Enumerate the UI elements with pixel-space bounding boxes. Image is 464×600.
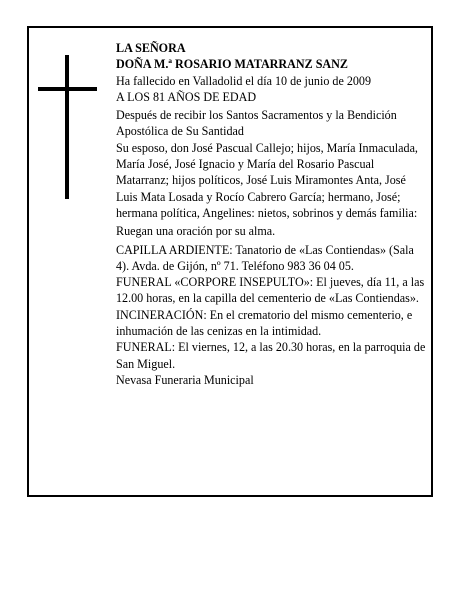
death-line: Ha fallecido en Valladolid el día 10 de junio de 2009	[116, 73, 372, 88]
notice-text	[116, 40, 428, 388]
second-funeral-info: FUNERAL: El viernes, 12, a las 20.30 horas, en la parroquia de San Miguel.	[116, 340, 426, 371]
cross-vertical-bar	[65, 55, 69, 199]
cross-horizontal-bar	[38, 87, 97, 91]
cremation-info: INCINERACIÓN: En el crematorio del mismo cementerio, e inhumación de las cenizas en la intimidad.	[116, 307, 413, 339]
funeral-info: FUNERAL «CORPORE INSEPULTO»: El jueves, día 11, a las 12.00 horas, en la capilla del cementerio de «Las Contiendas».	[116, 275, 425, 306]
funeral-home: Nevasa Funeraria Municipal	[116, 372, 254, 387]
deceased-name: DOÑA M.ª ROSARIO MATARRANZ SANZ	[116, 57, 348, 72]
notice-title: LA SEÑORA	[116, 41, 186, 55]
age-line: A LOS 81 AÑOS DE EDAD	[116, 89, 257, 104]
prayer-line: Ruegan una oración por su alma.	[116, 224, 276, 239]
family-list: Su esposo, don José Pascual Callejo; hijos, María Inmaculada, María José, José Ignacio y María del Rosario Pascual Matarranz; hijos políticos, José Luis Miramontes Anta, José Luis Mata Losada y Rocío Cabrero García; hermano, José; hermana política, Angelines: nietos, sobrinos y demás familia:	[116, 140, 418, 220]
chapel-info: CAPILLA ARDIENTE: Tanatorio de «Las Contiendas» (Sala 4). Avda. de Gijón, nº 71. Teléfono 983 36 04 05.	[116, 242, 414, 273]
sacraments-line: Después de recibir los Santos Sacramentos y la Bendición Apostólica de Su Santidad	[116, 108, 397, 139]
